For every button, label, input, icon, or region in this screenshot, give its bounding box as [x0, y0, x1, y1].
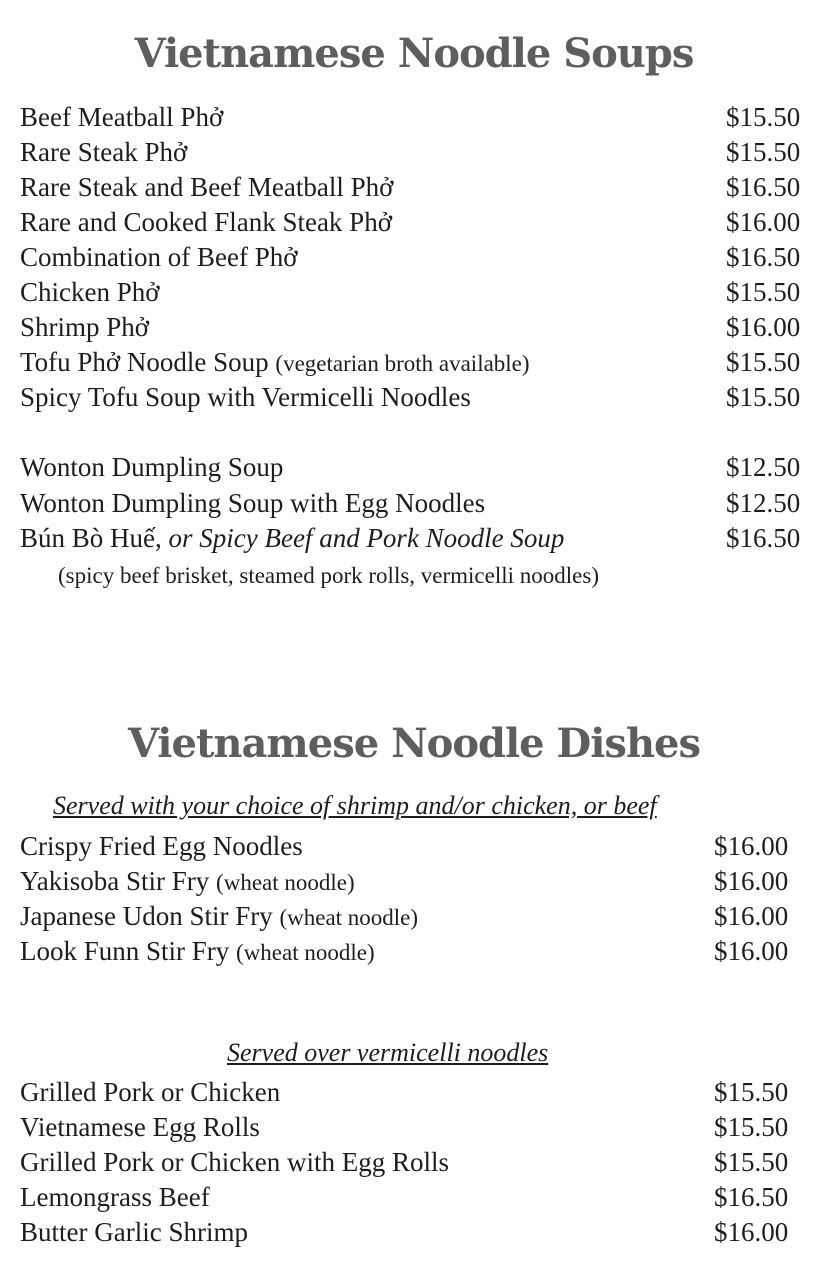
item-price: $16.50: [726, 242, 801, 272]
item-name-text: Tofu Phở Noodle Soup: [20, 347, 269, 377]
item-detail: (spicy beef brisket, steamed pork rolls, vermicelli noodles): [58, 563, 599, 588]
item-name: Grilled Pork or Chicken with Egg Rolls: [20, 1147, 449, 1177]
item-price: $16.00: [714, 1217, 789, 1247]
item-name: Combination of Beef Phở: [20, 242, 298, 272]
dishes-subheading-2: Served over vermicelli noodles: [227, 1038, 549, 1067]
item-name: [20, 345, 530, 381]
item-price: $16.00: [726, 312, 801, 342]
item-price: $12.50: [726, 452, 801, 482]
item-price: $16.00: [726, 207, 801, 237]
dishes-subheading-1: Served with your choice of shrimp and/or chicken, or beef: [53, 791, 657, 820]
item-name: [20, 864, 355, 900]
item-note: (vegetarian broth available): [275, 351, 530, 376]
item-price: $16.50: [714, 1182, 789, 1212]
item-price: $15.50: [714, 1077, 789, 1107]
item-name: Rare Steak Phở: [20, 137, 188, 167]
dishes-title: Vietnamese Noodle Dishes: [127, 720, 701, 767]
item-name: [20, 521, 564, 556]
item-name: Shrimp Phở: [20, 312, 150, 342]
item-price: $15.50: [726, 102, 801, 132]
item-name: Beef Meatball Phở: [20, 102, 224, 132]
item-price: $12.50: [726, 488, 801, 518]
item-name: [20, 899, 418, 935]
item-price: $16.00: [714, 936, 789, 966]
item-price: $15.50: [726, 277, 801, 307]
item-price: $16.50: [726, 523, 801, 553]
soups-title: Vietnamese Noodle Soups: [134, 30, 694, 77]
item-name: Crispy Fried Egg Noodles: [20, 831, 303, 861]
item-name: Grilled Pork or Chicken: [20, 1077, 281, 1107]
item-name: Rare and Cooked Flank Steak Phở: [20, 207, 392, 237]
item-name: [20, 934, 375, 970]
item-price: $15.50: [726, 382, 801, 412]
item-name: Spicy Tofu Soup with Vermicelli Noodles: [20, 382, 471, 412]
item-price: $16.50: [726, 172, 801, 202]
item-price: $15.50: [714, 1112, 789, 1142]
item-note: (wheat noodle): [279, 905, 419, 930]
item-price: $15.50: [714, 1147, 789, 1177]
item-price: $15.50: [726, 347, 801, 377]
item-name-text: Look Funn Stir Fry: [20, 936, 230, 966]
item-name: Rare Steak and Beef Meatball Phở: [20, 172, 394, 202]
item-price: $16.00: [714, 866, 789, 896]
item-price: $16.00: [714, 831, 789, 861]
item-price: $16.00: [714, 901, 789, 931]
item-note: (wheat noodle): [216, 870, 355, 895]
item-note: (wheat noodle): [236, 940, 375, 965]
item-name: Butter Garlic Shrimp: [20, 1217, 248, 1247]
item-price: $15.50: [726, 137, 801, 167]
item-name: Wonton Dumpling Soup: [20, 452, 284, 482]
item-name-text: Yakisoba Stir Fry: [20, 866, 210, 896]
item-name-text: Japanese Udon Stir Fry: [20, 901, 273, 931]
item-name: Lemongrass Beef: [20, 1182, 210, 1212]
item-name-text: Bún Bò Huế,: [20, 523, 162, 553]
item-name: Wonton Dumpling Soup with Egg Noodles: [20, 488, 486, 518]
item-alt-name: or Spicy Beef and Pork Noodle Soup: [168, 523, 565, 553]
item-name: Vietnamese Egg Rolls: [20, 1112, 260, 1142]
item-name: Chicken Phở: [20, 277, 160, 307]
